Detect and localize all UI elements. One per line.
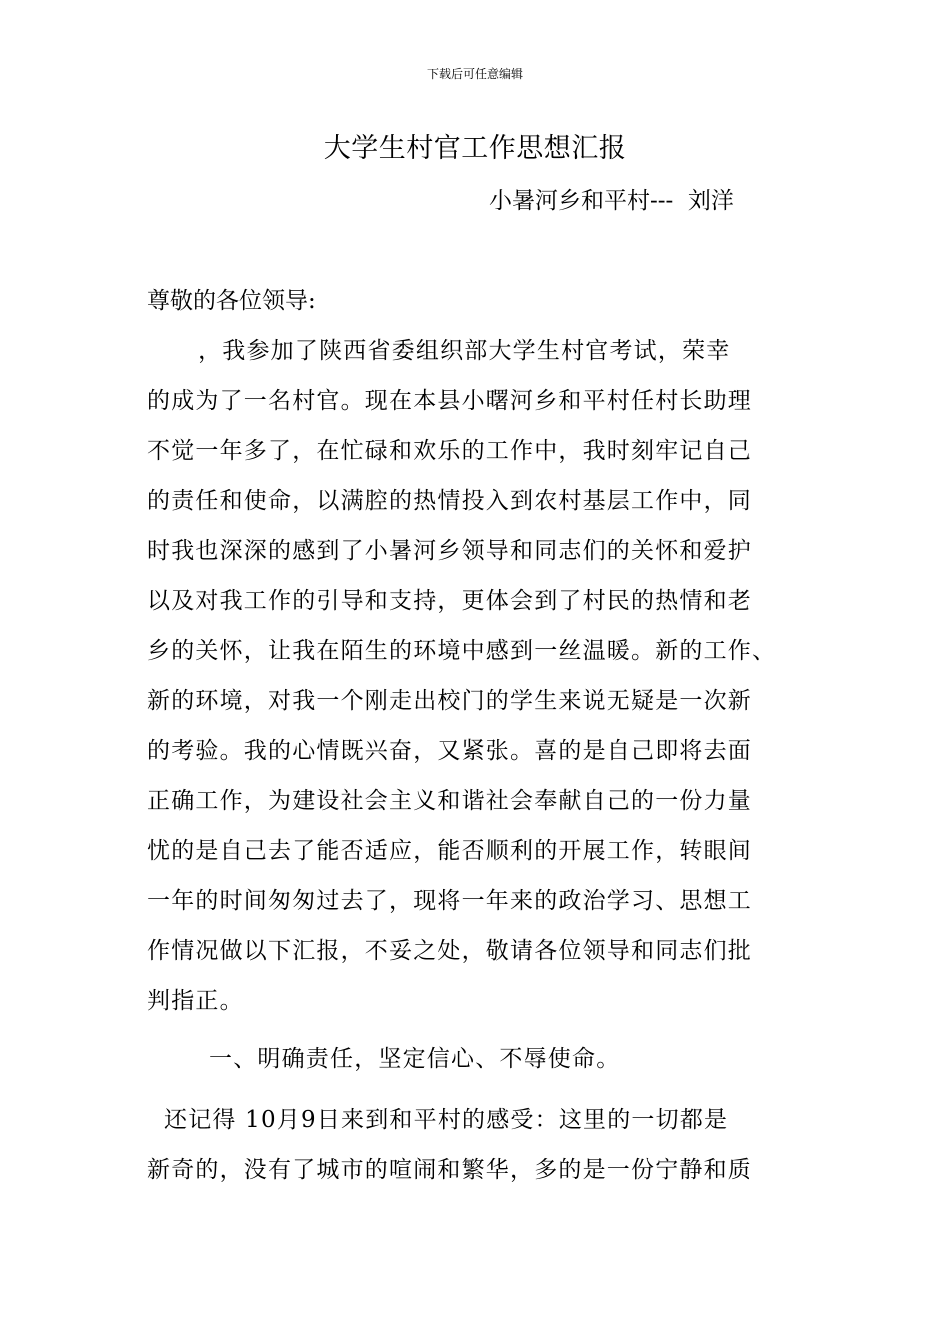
paragraph-line: 作情况做以下汇报，不妥之处，敬请各位领导和同志们批	[147, 938, 752, 964]
paragraph-line: 不觉一年多了，在忙碌和欢乐的工作中，我时刻牢记自己	[147, 438, 752, 464]
paragraph-line: 时我也深深的感到了小暑河乡领导和同志们的关怀和爱护	[147, 538, 752, 564]
salutation: 尊敬的各位领导:	[147, 288, 316, 314]
paragraph-line: 新奇的，没有了城市的喧闹和繁华，多的是一份宁静和质	[147, 1157, 752, 1183]
paragraph-line: 新的环境，对我一个刚走出校门的学生来说无疑是一次新	[147, 688, 752, 714]
section-heading: 一、明确责任，坚定信心、不辱使命。	[209, 1046, 621, 1072]
document-title: 大学生村官工作思想汇报	[323, 133, 627, 164]
paragraph-line: 的责任和使命，以满腔的热情投入到农村基层工作中，同	[147, 488, 752, 514]
paragraph-line: 一年的时间匆匆过去了，现将一年来的政治学习、思想工	[147, 888, 752, 914]
paragraph-line: 还记得 10月9日来到和平村的感受：这里的一切都是	[147, 1107, 729, 1133]
paragraph-line: 忧的是自己去了能否适应，能否顺利的开展工作，转眼间	[147, 838, 752, 864]
paragraph-line: ，我参加了陕西省委组织部大学生村官考试，荣幸	[147, 338, 731, 364]
paragraph-line: 以及对我工作的引导和支持，更体会到了村民的热情和老	[147, 588, 752, 614]
header-note: 下载后可任意编辑	[426, 67, 523, 81]
paragraph-line: 的成为了一名村官。现在本县小曙河乡和平村任村长助理	[147, 388, 752, 414]
paragraph-line: 正确工作，为建设社会主义和谐社会奉献自己的一份力量	[147, 788, 752, 814]
paragraph-line: 的考验。我的心情既兴奋，又紧张。喜的是自己即将去面	[147, 738, 752, 764]
author-byline: 小暑河乡和平村--- 刘洋	[489, 188, 734, 214]
paragraph-line: 判指正。	[147, 988, 244, 1014]
paragraph-line: 乡的关怀，让我在陌生的环境中感到一丝温暖。新的工作、	[147, 638, 777, 664]
